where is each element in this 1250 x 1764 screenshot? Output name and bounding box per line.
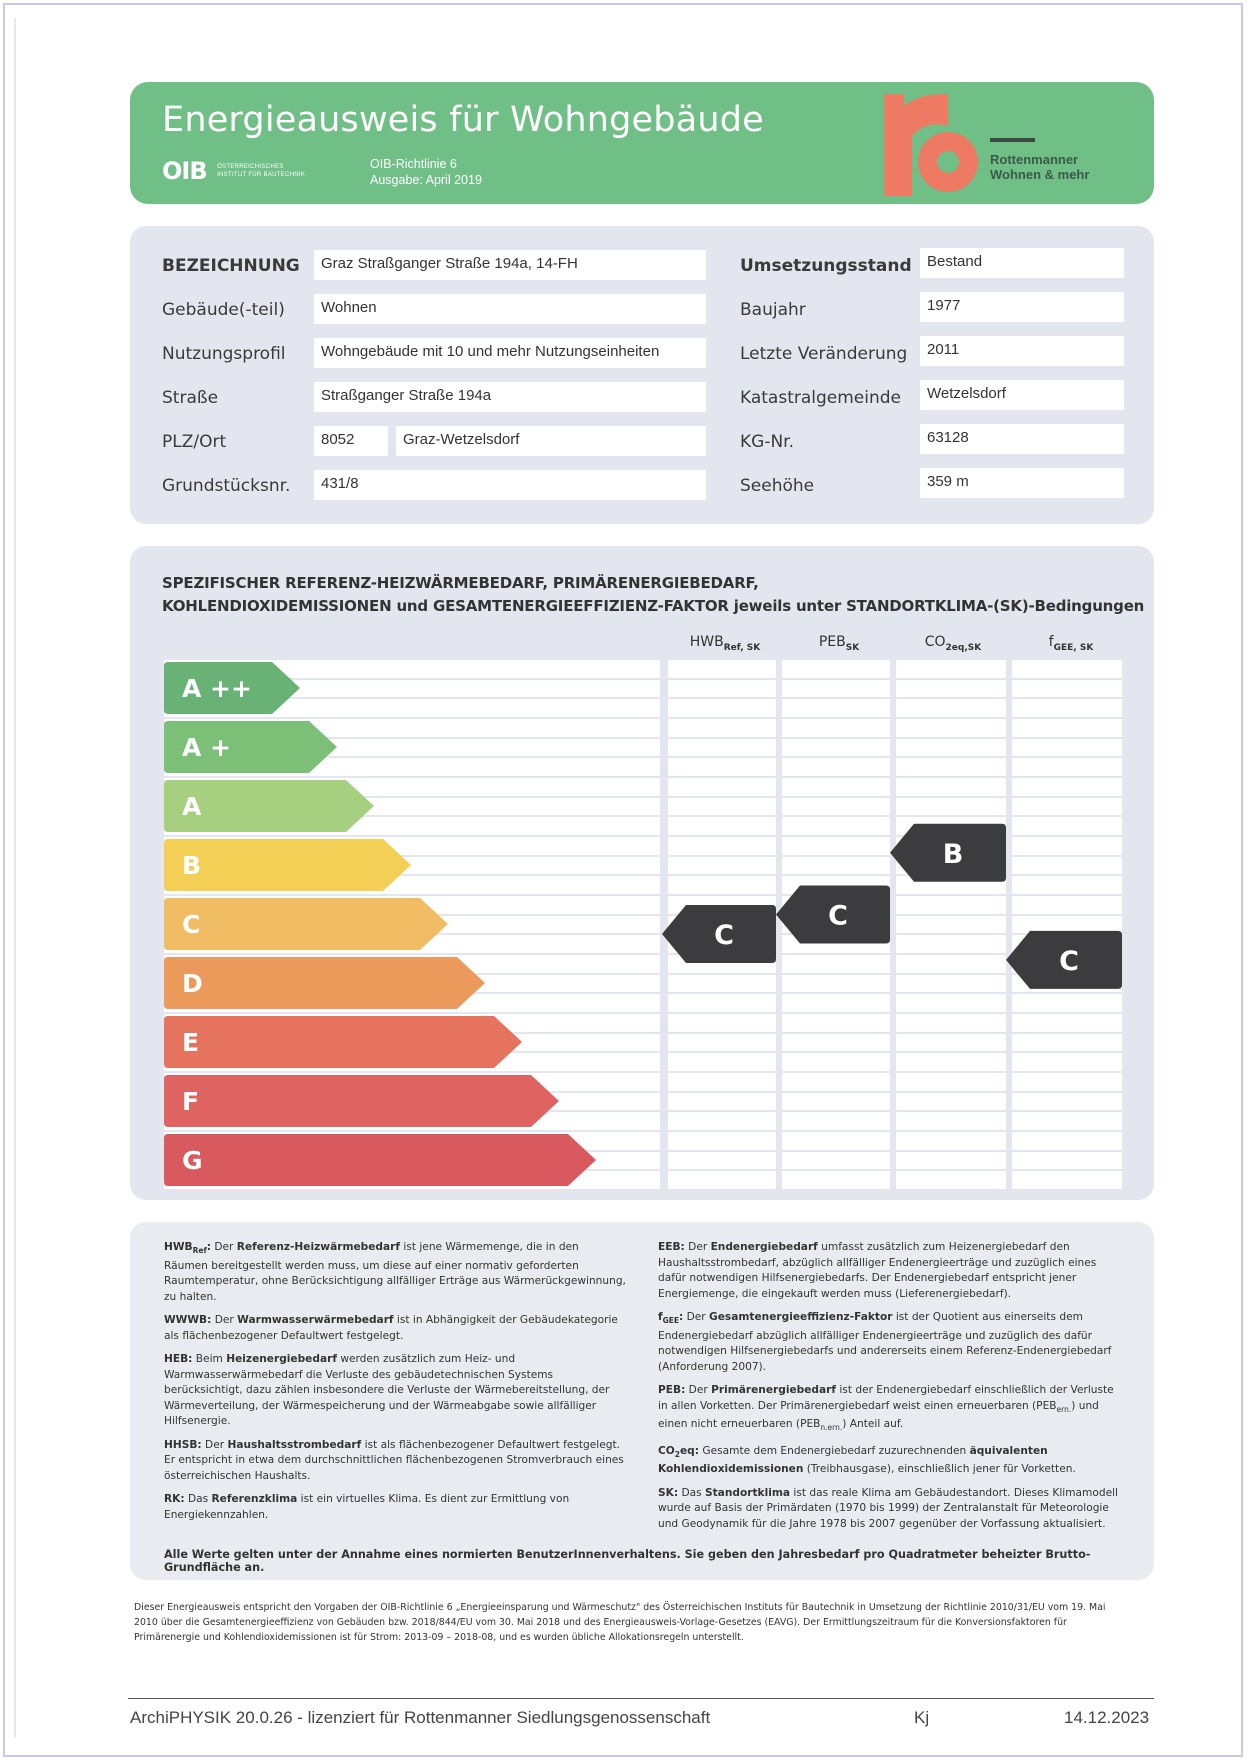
value-katastralgemeinde: Wetzelsdorf: [920, 380, 1124, 410]
class-bar-b: [164, 839, 411, 891]
column-header-co2: $CO_{2eq,SK}$: [924, 634, 982, 653]
class-bar-e: [164, 1016, 522, 1068]
footer-date: 14.12.2023: [1064, 1708, 1150, 1727]
class-bar-label: A: [182, 792, 202, 821]
value-strasse: Straßganger Straße 194a: [314, 382, 706, 412]
class-bar-shape: [164, 898, 448, 950]
scale-heading-line1: SPEZIFISCHER REFERENZ-HEIZWÄRMEBEDARF, PRIMÄRENERGIEBEDARF,: [162, 574, 759, 592]
value-letzte-veraenderung: 2011: [920, 336, 1124, 366]
oib-sub-line1: ÖSTERREICHISCHES: [217, 164, 284, 170]
oib-sub-line2: INSTITUT FÜR BAUTECHNIK: [217, 172, 306, 178]
definition-fgee: $f_{GEE}$: Der Gesamtenergieeffizienz-Faktor ist der Quotient aus einerseits dem Endenergiebedarf abzüglich allfälliger Endenergieerträge und zuzüglich des dafür notwendigen Hilfsenergiebedarfs und andererseits einem Referenz-Endenergiebedarf (Anforderung 2007).: [658, 1311, 1112, 1373]
label-strasse: Straße: [162, 388, 219, 408]
definitions-right-column: [658, 1240, 1120, 1540]
partner-name-line2: Wohnen & mehr: [990, 167, 1090, 182]
class-bar-label: G: [182, 1146, 203, 1175]
class-bar-label: A +: [182, 733, 231, 762]
class-bar-aplus: [164, 721, 337, 773]
class-bar-label: F: [182, 1087, 200, 1116]
label-nutzungsprofil: Nutzungsprofil: [162, 344, 286, 364]
value-nutzungsprofil: Wohngebäude mit 10 und mehr Nutzungseinheiten: [314, 338, 706, 368]
legal-footnote: Dieser Energieausweis entspricht den Vorgaben der OIB-Richtlinie 6 „Energieeinsparung und Wärmeschutz" des Österreichischen Instituts für Bautechnik in Umsetzung der Richtlinie 2010/31/EU vom 19. Mai 2010 über die Gesamtenergieeffizienz von Gebäuden bzw. 2018/844/EU vom 30. Mai 2018 und des Energieausweis-Vorlage-Gesetzes (EAVG). Der Ermittlungszeitraum für die Konversionsfaktoren für Primärenergie und Kohlendioxidemissionen ist für Strom: 2013-09 – 2018-08, und es wurden übliche Allokationsregeln unterstellt.: [134, 1602, 1106, 1643]
energy-scale-graphic: [130, 546, 1154, 1200]
column-header-hwb: $HWB_{Ref, SK}$: [689, 634, 761, 653]
class-bar-shape: [164, 957, 485, 1009]
oib-logo: [162, 157, 305, 185]
rottenmanner-logo-icon: [882, 92, 982, 196]
rating-tag-label: C: [714, 919, 734, 951]
definition-wwwb: WWWB: Der Warmwasserwärmebedarf ist in Abhängigkeit der Gebäudekategorie als flächenbezogener Defaultwert festgelegt.: [164, 1314, 618, 1342]
oib-logo-mark: OIB: [162, 157, 207, 185]
rating-tag-2: [776, 885, 890, 943]
definitions-left-column: [164, 1240, 626, 1531]
value-umsetzungsstand: Bestand: [920, 248, 1124, 278]
header-banner: [130, 82, 1154, 204]
class-bar-a: [164, 780, 374, 832]
value-bezeichnung: Graz Straßganger Straße 194a, 14-FH: [314, 250, 706, 280]
class-bar-aplusplus: [164, 662, 300, 714]
label-grundstuecksnr: Grundstücksnr.: [162, 476, 291, 496]
value-plz: 8052: [314, 426, 388, 456]
definitions-note: Alle Werte gelten unter der Annahme eines normierten BenutzerInnenverhaltens. Sie geben den Jahresbedarf pro Quadratmeter beheizter Brutto-Grundfläche an.: [164, 1548, 1091, 1574]
value-baujahr: 1977: [920, 292, 1124, 322]
label-letzte-veraenderung: Letzte Veränderung: [740, 344, 908, 364]
definitions-panel: [130, 1222, 1154, 1580]
value-seehoehe: 359 m: [920, 468, 1124, 498]
scan-edge-line: [14, 18, 16, 1738]
rating-tag-label: C: [828, 900, 848, 932]
partner-logo-bar: [990, 138, 1035, 142]
rating-tag-label: C: [1059, 945, 1079, 977]
definition-peb: PEB: Der Primärenergiebedarf ist der Endenergiebedarf einschließlich der Verluste in allen Vorketten. Der Primärenergiebedarf weist einen erneuerbaren $(PEB_{ern.})$ und einen nicht erneuerbaren $(PEB_{n.ern.})$ Anteil auf.: [658, 1384, 1114, 1433]
definition-co2: $CO_2eq$: Gesamte dem Endenergiebedarf zuzurechnenden äquivalenten Kohlendioxidemissionen (Treibhausgase), einschließlich jener für Vorketten.: [658, 1444, 1076, 1476]
oib-logo-subtitle: [217, 163, 305, 179]
value-grundstuecksnr: 431/8: [314, 470, 706, 500]
class-bar-c: [164, 898, 448, 950]
class-bar-f: [164, 1075, 559, 1127]
footer-software: ArchiPHYSIK 20.0.26 - lizenziert für Rottenmanner Siedlungsgenossenschaft: [130, 1708, 711, 1727]
class-bar-shape: [164, 1134, 596, 1186]
page-title: Energieausweis für Wohngebäude: [162, 100, 764, 140]
energy-scale-panel: [130, 546, 1154, 1200]
guideline-edition: Ausgabe: April 2019: [370, 173, 482, 187]
column-header-fgee: $f_{GEE, SK}$: [1048, 634, 1094, 653]
label-seehoehe: Seehöhe: [740, 476, 815, 496]
partner-name: [990, 152, 1089, 182]
class-bar-d: [164, 957, 485, 1009]
label-katastralgemeinde: Katastralgemeinde: [740, 388, 902, 408]
value-ort: Graz-Wetzelsdorf: [396, 426, 706, 456]
definition-sk: SK: Das Standortklima ist das reale Klima am Gebäudestandort. Dieses Klimamodell wurde auf Basis der Primärdaten (1970 bis 1999) der Zentralanstalt für Meteorologie und Geodynamik für die Jahre 1978 bis 2007 gegenüber der Vorfassung aktualisiert.: [658, 1486, 1118, 1530]
label-bezeichnung: BEZEICHNUNG: [162, 256, 300, 276]
footer-divider: [128, 1698, 1154, 1699]
rating-tag-1: [662, 905, 776, 963]
label-baujahr: Baujahr: [740, 300, 806, 320]
label-plz-ort: PLZ/Ort: [162, 432, 227, 452]
definition-hwb: $HWB_{Ref}$: Der Referenz-Heizwärmebedarf ist jene Wärmemenge, die in den Räumen bereitgestellt werden muss, um diese auf einer normativ geforderten Raumtemperatur, ohne Berücksichtigung allfälliger Erträge aus Wärmerückgewinnung, zu halten.: [164, 1241, 626, 1303]
rating-tag-3: [890, 824, 1006, 882]
rating-tag-label: B: [942, 838, 964, 870]
label-gebaeudeteil: Gebäude(-teil): [162, 300, 285, 320]
definition-hhsb: HHSB: Der Haushaltsstrombedarf ist als flächenbezogener Defaultwert festgelegt. Er entspricht in etwa dem durchschnittlichen flächenbezogenen Stromverbrauch eines österreichischen Haushalts.: [164, 1438, 624, 1482]
definition-rk: RK: Das Referenzklima ist ein virtuelles Klima. Es dient zur Ermittlung von Energiekennzahlen.: [164, 1493, 570, 1521]
scale-heading-line2: KOHLENDIOXIDEMISSIONEN und GESAMTENERGIEEFFIZIENZ-FAKTOR jeweils unter STANDORTKLIMA-(SK)-Bedingungen: [162, 597, 1145, 615]
partner-name-line1: Rottenmanner: [990, 152, 1079, 167]
label-umsetzungsstand: Umsetzungsstand: [740, 256, 912, 276]
value-gebaeudeteil: Wohnen: [314, 294, 706, 324]
class-bar-shape: [164, 1075, 559, 1127]
class-bar-g: [164, 1134, 596, 1186]
value-kg-nr: 63128: [920, 424, 1124, 454]
class-bar-label: C: [182, 910, 201, 939]
definition-heb: HEB: Beim Heizenergiebedarf werden zusätzlich zum Heiz- und Warmwasserwärmebedarf die Verluste des gebäudetechnischen Systems berücksichtigt, dazu zählen insbesondere die Verluste der Wärmebereitstellung, der Wärmeverteilung, der Wärmespeicherung und der Wärmeabgabe sowie allfälliger Hilfsenergie.: [164, 1353, 610, 1428]
class-bar-label: A ++: [182, 674, 252, 703]
guideline-info: [370, 156, 482, 188]
guideline-name: OIB-Richtlinie 6: [370, 157, 457, 171]
class-bar-label: E: [182, 1028, 200, 1057]
definition-eeb: EEB: Der Endenergiebedarf umfasst zusätzlich zum Heizenergiebedarf den Haushaltsstrombedarf, abzüglich allfälliger Endenergieerträge und zuzüglich eines dafür notwendigen Hilfsenergiebedarfs. Der Endenergiebedarf entspricht jener Energiemenge, die eingekauft werden muss (Lieferenergiebedarf).: [658, 1241, 1097, 1300]
footer-initials: Kj: [914, 1708, 930, 1727]
class-bar-label: B: [182, 851, 202, 880]
class-bar-label: D: [182, 969, 203, 998]
building-info-panel: [130, 226, 1154, 524]
class-bar-shape: [164, 1016, 522, 1068]
rating-tag-4: [1006, 931, 1122, 989]
column-header-peb: $PEB_{SK}$: [818, 634, 860, 653]
label-kg-nr: KG-Nr.: [740, 432, 795, 452]
